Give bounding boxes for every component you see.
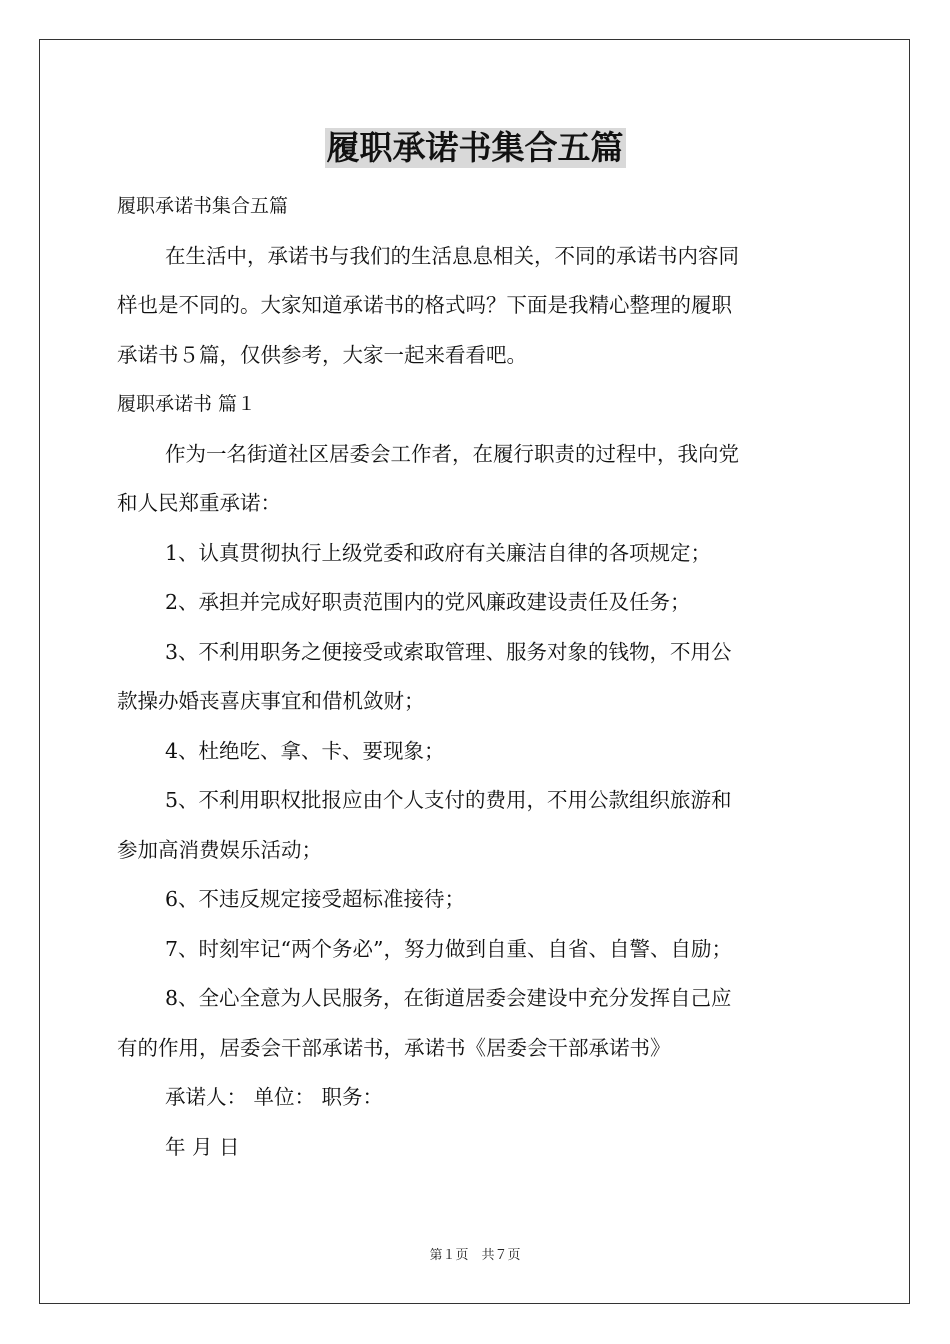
body-line: 年 月 日 — [165, 1134, 240, 1159]
body-line: 参加高消费娱乐活动； — [117, 837, 322, 862]
intro-line-3: 承诺书５篇，仅供参考，大家一起来看看吧。 — [117, 342, 527, 367]
body-line: 8、全心全意为人民服务，在街道居委会建设中充分发挥自己应 — [165, 986, 732, 1010]
body-line: 2、承担并完成好职责范围内的党风廉政建设责任及任务； — [165, 590, 691, 614]
body-line: 承诺人： 单位： 职务： — [165, 1085, 384, 1109]
body-line: 1、认真贯彻执行上级党委和政府有关廉洁自律的各项规定； — [165, 540, 712, 565]
body-line: 6、不违反规定接受超标准接待； — [165, 887, 466, 911]
body-line: 5、不利用职权批报应由个人支付的费用，不用公款组织旅游和 — [165, 788, 732, 812]
intro-line-2: 样也是不同的。大家知道承诺书的格式吗？下面是我精心整理的履职 — [117, 293, 732, 317]
document-body — [117, 182, 833, 1172]
body-line: 4、杜绝吃、拿、卡、要现象； — [165, 738, 445, 763]
body-line: 3、不利用职务之便接受或索取管理、服务对象的钱物，不用公 — [165, 639, 732, 664]
body-line: 7、时刻牢记“两个务必”，努力做到自重、自省、自警、自励； — [165, 936, 733, 961]
document-subtitle: 履职承诺书集合五篇 — [117, 195, 289, 217]
commitment-body — [117, 430, 833, 1173]
body-line: 有的作用，居委会干部承诺书，承诺书《居委会干部承诺书》 — [117, 1035, 671, 1060]
section-heading: 履职承诺书 篇１ — [117, 393, 257, 415]
page-footer: 第１页 共７页 — [429, 1248, 521, 1263]
body-line: 款操办婚丧喜庆事宜和借机敛财； — [117, 689, 425, 713]
title-wrap — [0, 128, 950, 168]
body-line: 和人民郑重承诺： — [117, 491, 281, 515]
document-title: 履职承诺书集合五篇 — [326, 128, 624, 167]
body-line: 作为一名街道社区居委会工作者，在履行职责的过程中，我向党 — [165, 441, 739, 466]
intro-line-1: 在生活中，承诺书与我们的生活息息相关，不同的承诺书内容同 — [165, 243, 739, 268]
